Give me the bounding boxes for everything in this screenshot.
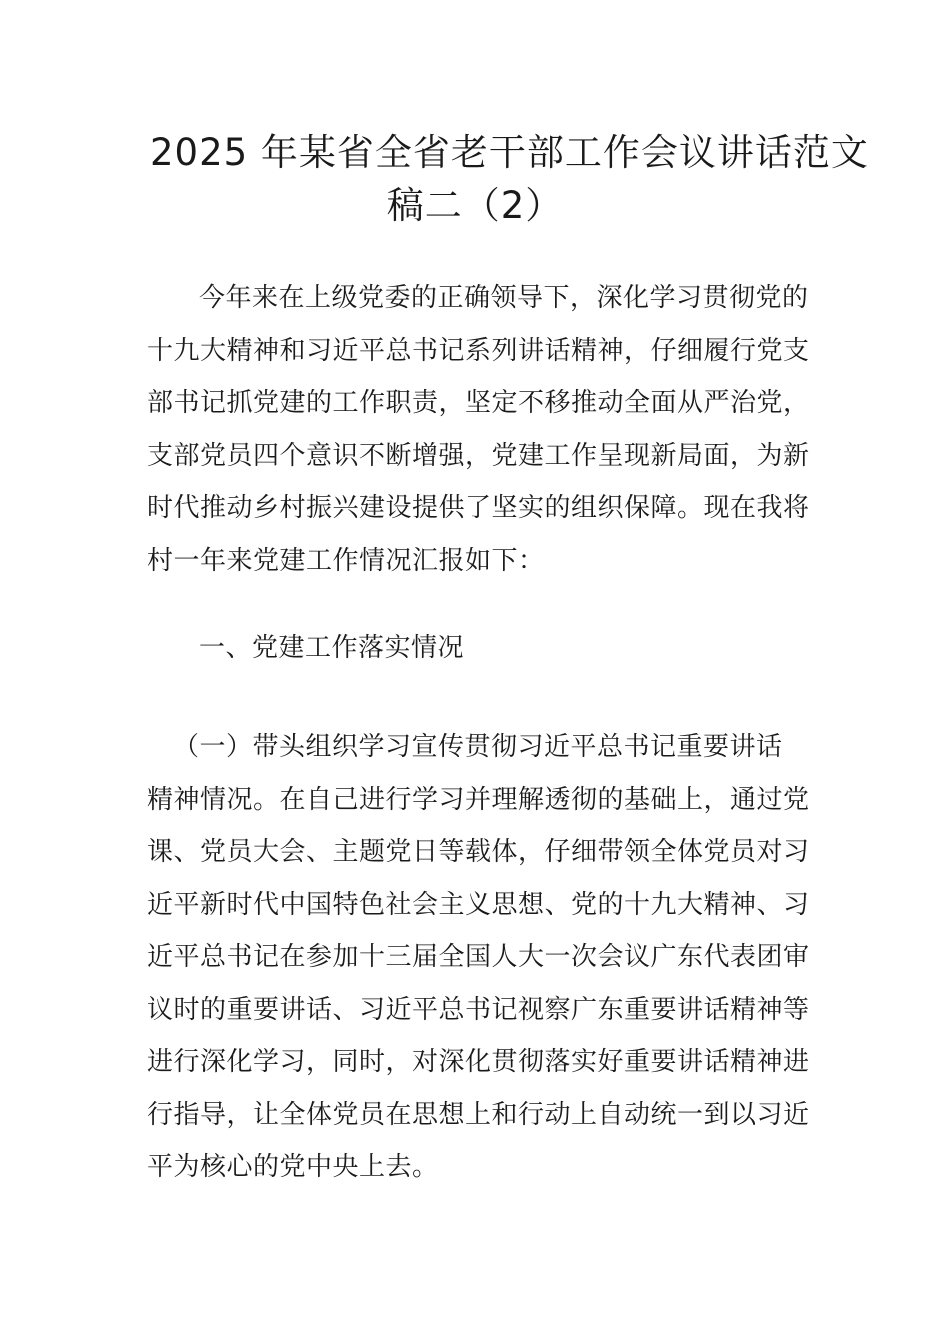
subsection-paragraph bbox=[147, 721, 810, 1194]
section-heading: 一、党建工作落实情况 bbox=[199, 633, 465, 663]
paragraph-line: 支部党员四个意识不断增强，党建工作呈现新局面，为新 bbox=[147, 440, 810, 471]
paragraph-line: 村一年来党建工作情况汇报如下： bbox=[147, 545, 545, 576]
paragraph-line: 近平总书记在参加十三届全国人大一次会议广东代表团审 bbox=[147, 942, 810, 972]
paragraph-line: 部书记抓党建的工作职责，坚定不移推动全面从严治党， bbox=[147, 388, 810, 418]
title-line-1: 2025 年某省全省老干部工作会议讲话范文 bbox=[150, 131, 869, 174]
document-title bbox=[150, 126, 869, 232]
intro-paragraph bbox=[147, 272, 810, 587]
paragraph-line: 精神情况。在自己进行学习并理解透彻的基础上，通过党 bbox=[147, 784, 810, 815]
paragraph-line: 行指导，让全体党员在思想上和行动上自动统一到以习近 bbox=[147, 1099, 810, 1130]
title-line-2: 稿二（2） bbox=[386, 184, 564, 227]
paragraph-line: （一）带头组织学习宣传贯彻习近平总书记重要讲话 bbox=[173, 732, 783, 762]
paragraph-line: 平为核心的党中央上去。 bbox=[147, 1152, 439, 1182]
paragraph-line: 近平新时代中国特色社会主义思想、党的十九大精神、习 bbox=[147, 889, 810, 920]
paragraph-line: 课、党员大会、主题党日等载体，仔细带领全体党员对习 bbox=[147, 837, 810, 867]
paragraph-line: 时代推动乡村振兴建设提供了坚实的组织保障。现在我将 bbox=[147, 493, 810, 523]
paragraph-line: 议时的重要讲话、习近平总书记视察广东重要讲话精神等 bbox=[147, 994, 810, 1025]
paragraph-line: 进行深化学习，同时，对深化贯彻落实好重要讲话精神进 bbox=[147, 1047, 810, 1077]
paragraph-line: 十九大精神和习近平总书记系列讲话精神，仔细履行党支 bbox=[147, 335, 810, 366]
paragraph-line: 今年来在上级党委的正确领导下，深化学习贯彻党的 bbox=[199, 283, 809, 313]
